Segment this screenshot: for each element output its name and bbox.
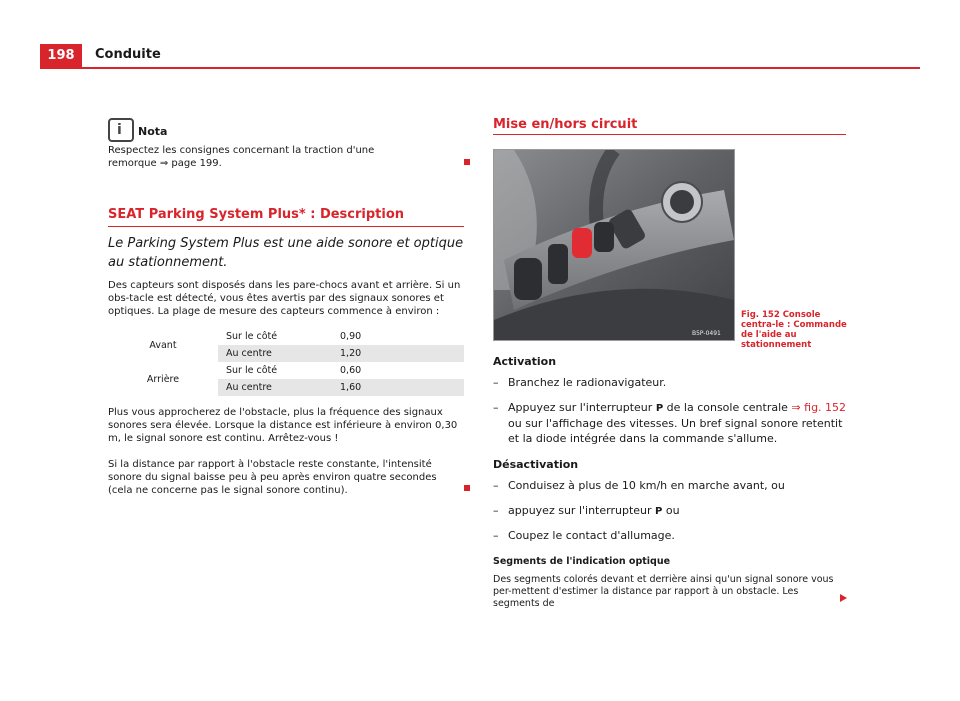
parking-switch-icon: P [655,506,663,517]
table-position: Arrière [146,373,180,385]
nota-text: Respectez les consignes concernant la traction d'une remorque ⇒ page 199. [108,145,375,169]
activation-title: Activation [493,355,557,368]
continue-arrow-icon [840,594,847,602]
console-illustration [494,150,734,340]
parking-switch-icon: P [655,403,664,414]
intro-paragraph: Des capteurs sont disposés dans les pare-chocs avant et arrière. Si un obs-tacle est détecté, vous êtes avertis par des signaux sonores et optiques. La plage de mesure des capteurs commence à environ : [108,280,461,317]
figure-caption: Fig. 152 Console centra-le : Commande de l'aide au stationnement [741,310,847,350]
console-photo [493,149,735,341]
table-row [108,362,464,379]
distance-table [108,328,464,396]
page-number: 198 [40,44,82,68]
table-position: Avant [149,339,177,351]
table-value: 0,90 [340,331,362,342]
section-title-switch: Mise en/hors circuit [493,117,638,132]
segments-title: Segments de l'indication optique [493,556,671,567]
section-end-mark [464,485,470,491]
table-value: 1,60 [332,379,464,396]
photo-code: B5P-0491 [692,330,721,337]
figure-link[interactable]: ⇒ fig. 152 [791,401,847,414]
section-title-parking: SEAT Parking System Plus* : Description [108,207,405,222]
section-end-mark [464,159,470,165]
paragraph-intensity: Si la distance par rapport à l'obstacle reste constante, l'intensité sonore du signal baisse peu à peu après environ quatre secondes (cela ne concerne pas le signal sonore continu). [108,459,437,496]
table-zone: Au centre [218,379,332,396]
table-zone: Au centre [218,345,332,362]
desactivation-title: Désactivation [493,458,579,471]
table-value: 1,20 [332,345,464,362]
lead-text: Le Parking System Plus est une aide sonore et optique au stationnement. [108,236,464,270]
table-value: 0,60 [340,365,362,376]
paragraph-frequency: Plus vous approcherez de l'obstacle, plus la fréquence des signaux sonores sera élevée. Lorsque la distance est inférieure à environ 0,30 m, le signal sonore est continu. Arrêtez-vous ! [108,407,458,444]
table-zone: Sur le côté [226,365,278,376]
section-rule [108,226,464,227]
info-icon: i [108,118,134,142]
chapter-title: Conduite [95,47,161,62]
nota-title: Nota [138,125,168,138]
segments-text: Des segments colorés devant et derrière ainsi qu'un signal sonore vous per-mettent d'estimer la distance par rapport à un obstacle. Les segments de [493,574,834,609]
section-rule [493,134,846,135]
table-zone: Sur le côté [226,331,278,342]
table-row [108,328,464,345]
header-rule [40,67,920,69]
